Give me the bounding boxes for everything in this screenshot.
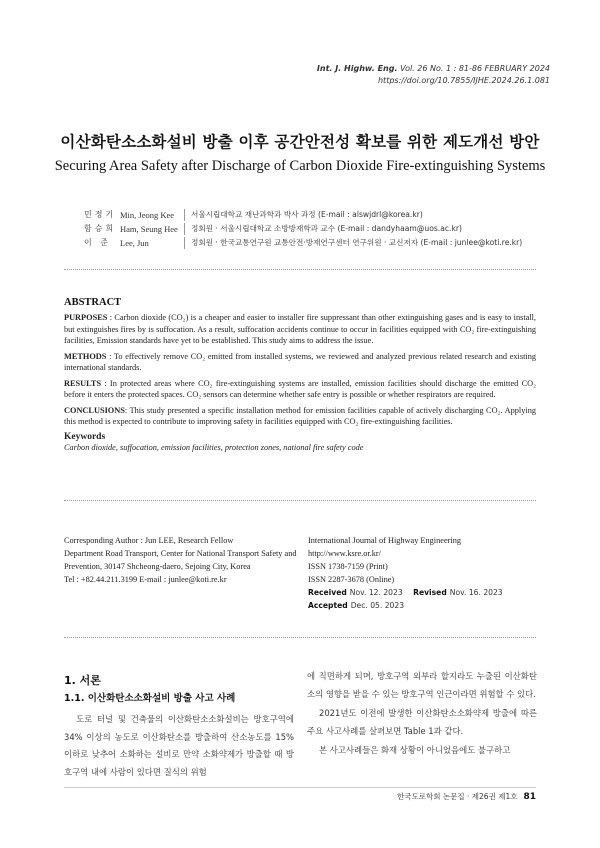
- author-name-korean: 이 준: [84, 238, 111, 247]
- results-text: : In protected areas where CO₂ fire-extinguishing systems are installed, emission facilities should discharge the emitted CO₂ before it enters the protected spaces. CO₂ sensors can determine whether safe entry is possible or whether respirators are required.: [64, 378, 536, 399]
- author-row: [84, 236, 522, 250]
- page-footer: [397, 791, 536, 802]
- author-divider: [184, 223, 185, 235]
- subsection-title: 1.1. 이산화탄소소화설비 방출 사고 사례: [64, 693, 236, 704]
- publication-info: [308, 534, 548, 612]
- issn-print: ISSN 1738-7159 (Print): [308, 562, 388, 571]
- corr-line: Prevention, 30147 Shcheong-daero, Sejoing City, Korea: [64, 562, 251, 571]
- revised-date: Nov. 16. 2023: [449, 588, 503, 597]
- journal-url[interactable]: http://www.ksre.or.kr/: [308, 549, 381, 558]
- author-name-english: Ham, Seung Hee: [120, 224, 178, 234]
- methods-label: METHODS: [64, 351, 107, 361]
- corr-line: Department Road Transport, Center for National Transport Safety and: [64, 549, 297, 558]
- divider-top: [64, 269, 536, 270]
- abstract-methods: [64, 351, 536, 374]
- accepted-date: Dec. 05. 2023: [350, 601, 405, 610]
- author-row: [84, 208, 522, 222]
- abstract-heading: ABSTRACT: [64, 297, 122, 308]
- correspondence-block: [64, 534, 304, 586]
- corr-line: Tel : +82.44.211.3199 E-mail : junlee@koti.re.kr: [64, 575, 227, 584]
- author-list: [84, 208, 522, 250]
- footer-rule: [64, 787, 536, 788]
- body-paragraph: 에 직면하게 되며, 방호구역 외부라 할지라도 누출된 이산화탄소의 영향을 받을 수 있는 방호구역 인근이라면 위험할 수 있다.: [307, 671, 537, 699]
- results-label: RESULTS: [64, 378, 102, 388]
- abstract-conclusions: [64, 405, 536, 428]
- corr-line: Corresponding Author : Jun LEE, Research Fellow: [64, 536, 234, 545]
- journal-citation-line: [317, 63, 550, 75]
- purposes-text: : Carbon dioxide (CO₂) is a cheaper and easier to installer fire suppressant than other extinguishing gases and is easy to install, but extinguishes fires by is suffocation. As a result, suffocation accidents continue to occur in facilities equipped with CO₂ fire-extinguishing facilities, Emission standards have yet to be established. This study aims to address the issue.: [64, 313, 536, 345]
- conclusions-text: : This study presented a specific installation method for emission facilities capable of actively discharging CO₂. Applying this method is expected to contribute to improving safety in facilities equipped with CO₂ fire-extinguishing facilities.: [64, 405, 536, 426]
- author-name-english: Lee, Jun: [120, 238, 149, 248]
- author-affiliation: 서울시립대학교 재난과학과 박사 과정 (E-mail : alswjdrl@korea.kr): [191, 210, 423, 219]
- journal-header: [317, 63, 550, 87]
- history-dates: [308, 586, 548, 612]
- journal-full-name: International Journal of Highway Engineering: [308, 536, 461, 545]
- body-right-column: [307, 668, 537, 762]
- revised-label: Revised: [413, 588, 447, 597]
- body-paragraph: 본 사고사례들은 화재 상황이 아니었음에도 불구하고: [319, 745, 511, 755]
- abstract-purposes: [64, 312, 536, 347]
- accepted-label: Accepted: [308, 601, 348, 610]
- author-name-korean: 함승희: [84, 224, 117, 233]
- author-name-korean: 민정기: [84, 210, 117, 219]
- title-english: Securing Area Safety after Discharge of Carbon Dioxide Fire-extinguishing Systems: [54, 158, 546, 174]
- page-number: 81: [523, 792, 536, 802]
- author-affiliation: 정회원 · 한국교통연구원 교통안전·방재연구센터 연구위원 · 교신저자 (E-mail : junlee@koti.re.kr): [191, 238, 523, 247]
- author-affiliation: 정회원 · 서울시립대학교 소방방재학과 교수 (E-mail : dandyhaam@uos.ac.kr): [191, 224, 462, 233]
- author-divider: [184, 237, 185, 249]
- section-title: 1. 서론: [64, 674, 101, 687]
- journal-name: Int. J. Highw. Eng.: [316, 64, 398, 73]
- author-divider: [184, 209, 185, 221]
- conclusions-label: CONCLUSIONS: [64, 405, 125, 415]
- title-korean: 이산화탄소소화설비 방출 이후 공간안전성 확보를 위한 제도개선 방안: [60, 133, 540, 151]
- author-name-english: Min, Jeong Kee: [120, 210, 175, 220]
- divider-mid: [64, 500, 536, 501]
- keywords-list: Carbon dioxide, suffocation, emission facilities, protection zones, national fire safety code: [64, 442, 364, 452]
- abstract-section: [64, 297, 536, 454]
- keywords-heading: Keywords: [64, 431, 106, 442]
- body-paragraph: 2021년도 이전에 발생한 이산화탄소소화약제 방출에 따른 주요 사고사례를 살펴보면 Table 1과 같다.: [307, 708, 537, 736]
- received-label: Received: [308, 588, 347, 597]
- issn-online: ISSN 2287-3678 (Online): [308, 575, 395, 584]
- journal-doi[interactable]: https://doi.org/10.7855/IJHE.2024.26.1.081: [377, 76, 550, 85]
- author-row: [84, 222, 522, 236]
- abstract-results: [64, 378, 536, 401]
- received-date: Nov. 12. 2023: [349, 588, 403, 597]
- methods-text: : To effectively remove CO₂ emitted from installed systems, we reviewed and analyzed previous related research and existing international standards.: [64, 351, 536, 372]
- body-left-column: 도로 터널 및 건축물의 이산화탄소소화설비는 방호구역에 34% 이상의 농도로 이산화탄소를 방출하여 산소농도를 15% 이하로 낮추어 소화하는 설비로 만약 소화약제가 방출할 때 방호구역 내에 사람이 있다면 질식의 위험: [64, 714, 294, 777]
- journal-citation: Vol. 26 No. 1 : 81-86 FEBRUARY 2024: [400, 64, 550, 73]
- divider-bottom: [64, 637, 536, 638]
- purposes-label: PURPOSES: [64, 313, 108, 322]
- footer-journal: 한국도로학회 논문집 · 제26권 제1호: [397, 792, 518, 801]
